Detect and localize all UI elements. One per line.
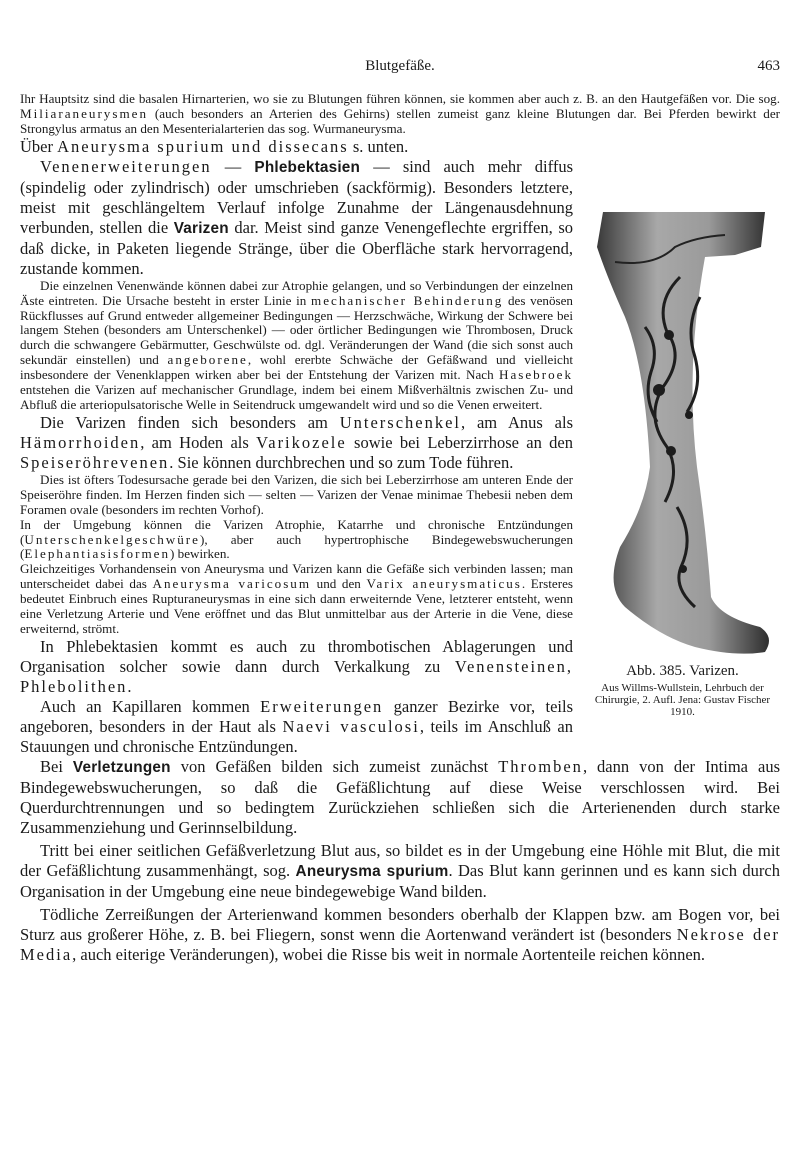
spaced-term: Elephantiasisformen — [24, 546, 171, 562]
text-run: Über — [20, 136, 58, 156]
running-title: Blutgefäße. — [365, 58, 435, 74]
text-run: — — [211, 156, 255, 176]
spaced-term: Speiseröhrevenen — [20, 452, 170, 472]
text-run: Dies ist öfters Todesursache gerade bei den Varizen, die sich bei Leberzirrhose am unteren Ende der Speiseröhre finden. Im Herzen finden sich — selten — Varizen der Venae minimae Thebesii neben dem Foramen ovale (besonders im rechten Vorhof). — [20, 471, 573, 517]
text-run: Auch an Kapillaren kommen — [40, 696, 261, 716]
bold-term: Aneurysma spurium — [295, 862, 449, 880]
text-run: , auch eiterige Veränderungen), wobei die Risse bis weit in normale Aortenteile reichen können. — [72, 944, 706, 964]
text-run: , teils im Anschluß an Stauungen und chronische Entzündungen. — [20, 716, 573, 756]
text-run: Tödliche Zerreißungen der Arterienwand kommen besonders oberhalb der Klappen bzw. am Bogen vor, bei Sturz aus großerer Höhe, z. B. bei Fliegern, sonst wenn die Aortenwand verändert ist (besonders — [20, 904, 780, 944]
spaced-term: Unterschenkelgeschwüre — [24, 531, 200, 547]
text-run: dar. Meist sind ganze Venengeflechte ergriffen, so daß dicke, in Paketen liegende Stränge, über die Oberfläche stark hervorragend, zustande kommen. — [20, 217, 573, 278]
spaced-term: Varikozele — [256, 432, 347, 452]
text-run: ), aber auch hypertrophische Bindegewebswucherungen ( — [20, 531, 573, 562]
bold-term: Phlebektasien — [254, 158, 361, 176]
spaced-term: Aneurysma spurium und dissecans — [57, 136, 349, 156]
text-run: und den — [311, 576, 367, 592]
spaced-term: mechanischer Behinderung — [311, 292, 504, 308]
spaced-term: Venenerweiterungen — [40, 156, 212, 176]
text-run: sowie bei Leberzirrhose an den — [346, 432, 573, 452]
text-run: ) bewirken. — [170, 546, 230, 562]
text-run: . Sie können durchbrechen und so zum Tode führen. — [169, 452, 514, 472]
text-run: , am Hoden als — [140, 432, 257, 452]
text-run: des venösen Rückflusses auf Grund entweder allgemeiner Bedingungen — Herzschwäche, Wirkung der Schwere bei langem Stehen (besonders am Unterschenkel) — oder örtlicher Bedingungen wie Thrombosen, Druck durch die schwangere Gebärmutter, Geschwülste od. dgl. Veränderungen der Wand (die sich sonst auch sekundär einstellen) und — [20, 292, 573, 368]
spaced-term: Thromben — [498, 756, 583, 776]
paragraph — [20, 92, 780, 137]
paragraph — [20, 137, 780, 157]
running-header — [20, 58, 780, 78]
spaced-term: Unterschenkel — [339, 412, 461, 432]
text-run: ganzer Bezirke vor, teils angeboren, besonders in der Haut als — [20, 696, 573, 736]
bold-term: Varizen — [173, 219, 229, 237]
leg-varices-illustration — [585, 207, 780, 659]
text-run: — sind auch mehr diffus (spindelig oder zylindrisch) oder umschrieben (sackförmig). Besonders letztere, meist mit geschlängeltem Verlauf infolge Zunahme der Längenausdehnung verbunden, stellen die — [20, 156, 573, 237]
spaced-term: Hämorrhoiden — [20, 432, 141, 452]
text-run: Gleichzeitiges Vorhandensein von Aneurysma und Varizen kann die Gefäße sich verbinden lassen; man unterscheidet dabei das — [20, 561, 573, 592]
text-run: . Das Blut kann gerinnen und es kann sich durch Organisation in der Umgebung eine neue bindegewebige Wand bilden. — [20, 860, 780, 901]
spaced-term: Naevi vasculosi — [282, 716, 420, 736]
figure-varizen — [585, 207, 780, 718]
text-run: . Ersteres bedeutet Einbruch eines Rupturaneurysmas in eine sich dann erweiternde Vene, letzterer entsteht, wenn eine Verletzung Arterie und Vene eröffnet und das Blut unmittelbar aus der Arterie in die Vene, diese erweiternd, strömt. — [20, 576, 573, 636]
spaced-term: Erweiterungen — [260, 696, 384, 716]
text-run: entstehen die Varizen auf mechanischer Grundlage, indem bei einem Mißverhältnis zwischen Zu- und Abfluß die arteriopulsatorische Welle in Seitendruck umgewandelt wird und so die Venen erweitert. — [20, 382, 573, 412]
spaced-term: Hasebroek — [499, 367, 573, 383]
text-run: (auch besonders an Arterien des Gehirns) stellen zumeist ganz kleine Blutungen dar. Bei Pferden bewirkt der Strongylus armatus an den Mesenterialarterien das sog. Wurmaneurysma. — [20, 105, 780, 136]
spaced-term: Venensteinen, Phlebolithen — [20, 656, 573, 696]
body-text — [20, 92, 780, 965]
spaced-term: Aneurysma varicosum — [152, 576, 312, 592]
paragraph — [20, 757, 780, 838]
text-run: , wohl ererbte Schwäche der Gefäßwand und vielleicht insbesondere der Venenklappen wirken aber bei der Entstehung der Varizen mit. Nach — [20, 352, 573, 383]
text-run: In Phlebektasien kommt es auch zu thrombotischen Ablagerungen und Organisation solcher sowie dann durch Verkalkung zu — [20, 636, 573, 676]
text-run: Tritt bei einer seitlichen Gefäßverletzung Blut aus, so bildet es in der Umgebung eine Höhle mit Blut, die mit der Gefäßlichtung zusammenhängt, sog. — [20, 840, 780, 880]
text-run: von Gefäßen bilden sich zumeist zunächst — [170, 756, 499, 776]
figure-caption-source: Aus Willms-Wullstein, Lehrbuch der Chirurgie, 2. Aufl. Jena: Gustav Fischer 1910. — [594, 681, 771, 718]
text-run: , dann von der Intima aus Bindegewebswucherungen, so daß die Gefäßlichtung auf diese Weise verschlossen wird. Bei Querdurchtrennungen und so bedingtem Zurückziehen schließen sich die Arterienenden durch starke Zusammenziehung und Gerinnselbildung. — [20, 756, 781, 837]
text-run: In der Umgebung können die Varizen Atrophie, Katarrhe und chronische Entzündungen ( — [20, 516, 573, 547]
spaced-term: Varix aneurysmaticus — [366, 576, 522, 592]
page-number: 463 — [757, 58, 780, 74]
paragraph — [20, 841, 780, 902]
text-run: Die einzelnen Venenwände können dabei zur Atrophie gelangen, und so Verbindungen der einzelnen Äste eintreten. Die Ursache besteht in erster Linie in — [20, 277, 573, 308]
paragraph — [20, 905, 780, 965]
spaced-term: Nekrose der Media — [20, 924, 781, 964]
text-run: Bei — [40, 756, 73, 776]
text-run: Ihr Hauptsitz sind die basalen Hirnarterien, wo sie zu Blutungen führen können, sie kommen aber auch z. B. an den Hautgefäßen vor. Die sog. — [20, 91, 780, 106]
text-run: Die Varizen finden sich besonders am — [40, 412, 340, 432]
text-run: . — [127, 676, 132, 696]
figure-caption-title: Abb. 385. Varizen. — [626, 662, 739, 679]
spaced-term: Miliaraneurysmen — [20, 105, 148, 121]
text-run: s. unten. — [348, 136, 409, 156]
text-run: , am Anus als — [461, 412, 573, 432]
bold-term: Verletzungen — [72, 758, 171, 776]
spaced-term: angeborene — [167, 352, 248, 368]
